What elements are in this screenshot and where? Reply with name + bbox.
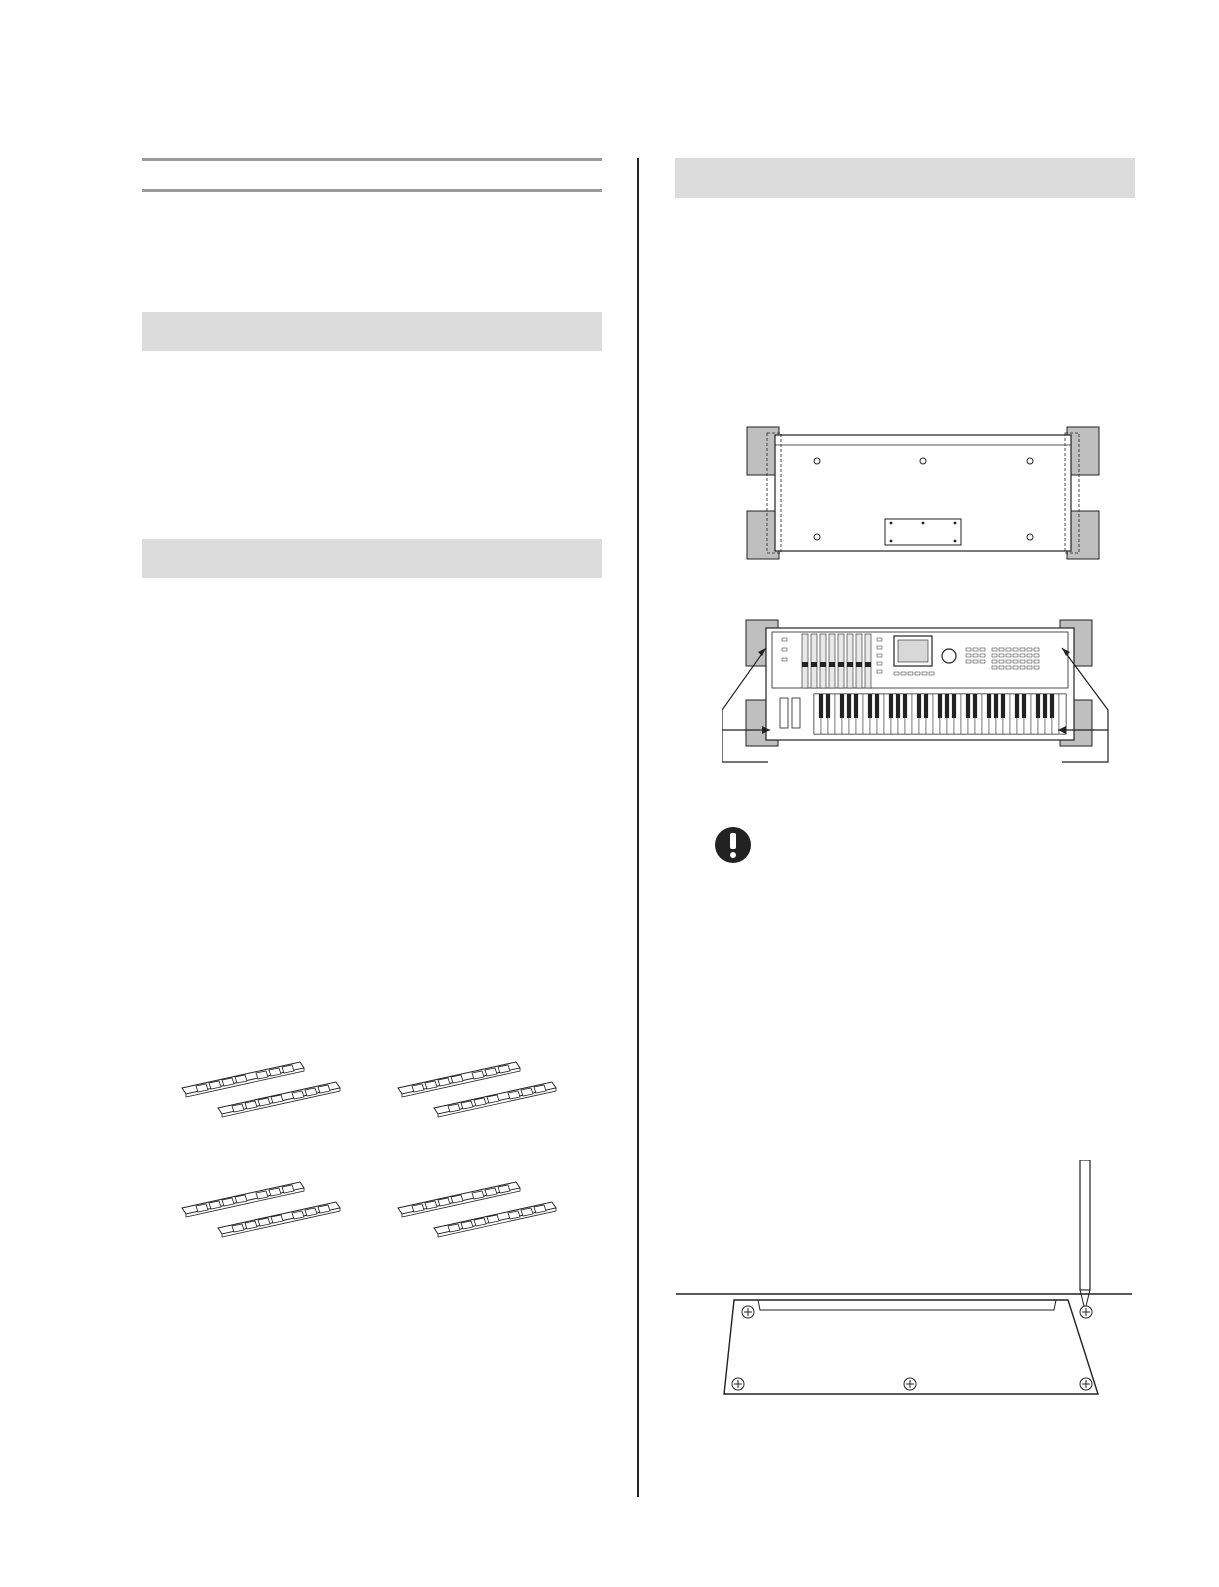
dimm-pair-4 xyxy=(398,1182,556,1237)
black-key xyxy=(1043,694,1047,718)
black-key xyxy=(840,694,844,718)
black-key xyxy=(896,694,900,718)
dimm-pair-2 xyxy=(398,1062,556,1117)
black-key xyxy=(924,694,928,718)
black-key xyxy=(973,694,977,718)
black-key xyxy=(847,694,851,718)
black-key xyxy=(1001,694,1005,718)
black-key xyxy=(826,694,830,718)
black-key xyxy=(1022,694,1026,718)
black-key xyxy=(1015,694,1019,718)
heading-rule-top xyxy=(142,158,602,161)
black-key xyxy=(966,694,970,718)
section-band-1 xyxy=(142,312,602,351)
black-key xyxy=(952,694,956,718)
screwdriver-icon xyxy=(1080,1160,1090,1306)
section-band-right xyxy=(675,158,1135,198)
black-key xyxy=(854,694,858,718)
black-key xyxy=(868,694,872,718)
black-key xyxy=(819,694,823,718)
section-band-2 xyxy=(142,539,602,578)
black-key xyxy=(903,694,907,718)
black-key xyxy=(987,694,991,718)
black-key xyxy=(938,694,942,718)
instrument-bottom-view xyxy=(745,425,1101,563)
black-key xyxy=(994,694,998,718)
dimm-pair-1 xyxy=(182,1062,340,1117)
column-divider xyxy=(637,158,639,1497)
exclamation-icon xyxy=(713,825,753,865)
keyboard-front-view xyxy=(722,618,1124,778)
black-key xyxy=(1050,694,1054,718)
black-key xyxy=(945,694,949,718)
black-key xyxy=(1036,694,1040,718)
dimm-pair-3 xyxy=(182,1182,340,1237)
cover-removal-figure xyxy=(676,1160,1136,1420)
memory-module-figures xyxy=(170,1050,590,1260)
black-key xyxy=(875,694,879,718)
black-key xyxy=(889,694,893,718)
black-key xyxy=(917,694,921,718)
heading-rule-bottom xyxy=(142,189,602,192)
